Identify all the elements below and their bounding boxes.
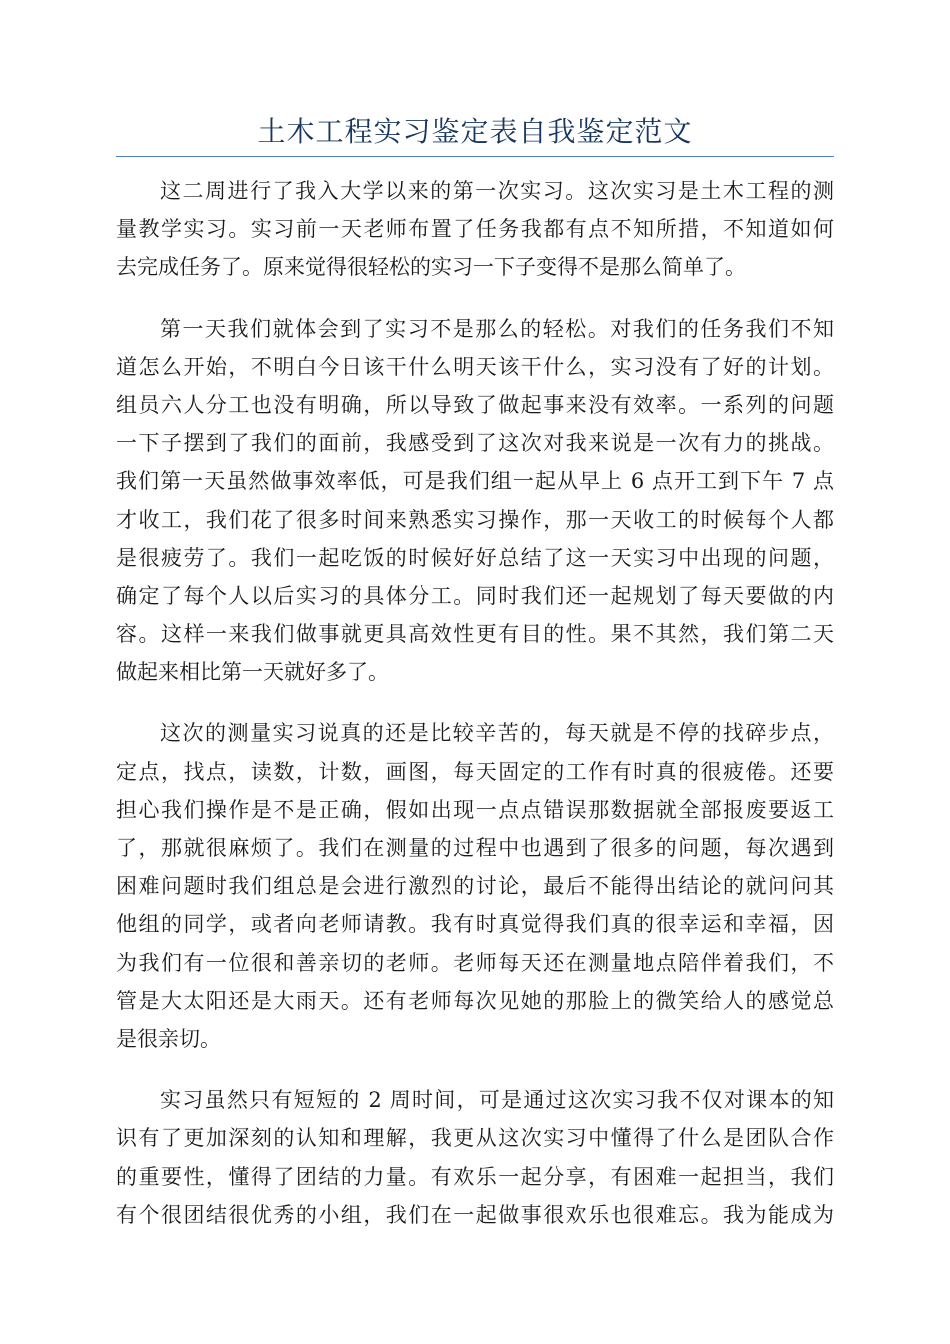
text-line: 确定了每个人以后实习的具体分工。同时我们还一起规划了每天要做的内 <box>116 583 834 608</box>
paragraph-3 <box>116 714 834 1058</box>
page-title: 土木工程实习鉴定表自我鉴定范文 <box>257 115 693 148</box>
text-line: 管是大太阳还是大雨天。还有老师每次见她的那脸上的微笑给人的感觉总 <box>116 988 834 1013</box>
paragraph-4 <box>116 1081 834 1234</box>
text-line: 做起来相比第一天就好多了。 <box>116 660 389 685</box>
text-line: 这次的测量实习说真的还是比较辛苦的，每天就是不停的找碎步点， <box>160 721 834 746</box>
text-line: 定点，找点，读数，计数，画图，每天固定的工作有时真的很疲倦。还要 <box>116 759 834 784</box>
text-line: 是很疲劳了。我们一起吃饭的时候好好总结了这一天实习中出现的问题， <box>116 545 834 570</box>
text-line: 担心我们操作是不是正确，假如出现一点点错误那数据就全部报废要返工 <box>116 797 834 822</box>
text-line: 我们第一天虽然做事效率低，可是我们组一起从早上 6 点开工到下午 7 点 <box>116 469 834 494</box>
text-line: 才收工，我们花了很多时间来熟悉实习操作，那一天收工的时候每个人都 <box>116 507 834 532</box>
text-line: 道怎么开始，不明白今日该干什么明天该干什么，实习没有了好的计划。 <box>116 354 834 379</box>
text-line: 为我们有一位很和善亲切的老师。老师每天还在测量地点陪伴着我们，不 <box>116 950 834 975</box>
paragraph-1 <box>116 172 834 287</box>
text-line: 第一天我们就体会到了实习不是那么的轻松。对我们的任务我们不知 <box>160 316 834 341</box>
text-line: 的重要性，懂得了团结的力量。有欢乐一起分享，有困难一起担当，我们 <box>116 1164 834 1189</box>
text-line: 困难问题时我们组总是会进行激烈的讨论，最后不能得出结论的就问问其 <box>116 874 834 899</box>
text-line: 一下子摆到了我们的面前，我感受到了这次对我来说是一次有力的挑战。 <box>116 431 834 456</box>
text-line: 是很亲切。 <box>116 1026 221 1051</box>
paragraph-2 <box>116 310 834 692</box>
text-line: 去完成任务了。原来觉得很轻松的实习一下子变得不是那么简单了。 <box>116 255 746 280</box>
text-line: 组员六人分工也没有明确，所以导致了做起事来没有效率。一系列的问题 <box>116 392 834 417</box>
text-line: 这二周进行了我入大学以来的第一次实习。这次实习是土木工程的测 <box>160 179 834 203</box>
text-line: 容。这样一来我们做事就更具高效性更有目的性。果不其然，我们第二天 <box>116 622 834 647</box>
text-line: 识有了更加深刻的认知和理解，我更从这次实习中懂得了什么是团队合作 <box>116 1126 834 1151</box>
title-block <box>116 112 834 157</box>
text-line: 实习虽然只有短短的 2 周时间，可是通过这次实习我不仅对课本的知 <box>160 1088 834 1113</box>
document-body <box>116 172 834 1257</box>
text-line: 量教学实习。实习前一天老师布置了任务我都有点不知所措，不知道如何 <box>116 217 834 242</box>
text-line: 他组的同学，或者向老师请教。我有时真觉得我们真的很幸运和幸福，因 <box>116 912 834 937</box>
text-line: 了，那就很麻烦了。我们在测量的过程中也遇到了很多的问题，每次遇到 <box>116 836 834 860</box>
text-line: 有个很团结很优秀的小组，我们在一起做事很欢乐也很难忘。我为能成为 <box>116 1202 834 1227</box>
